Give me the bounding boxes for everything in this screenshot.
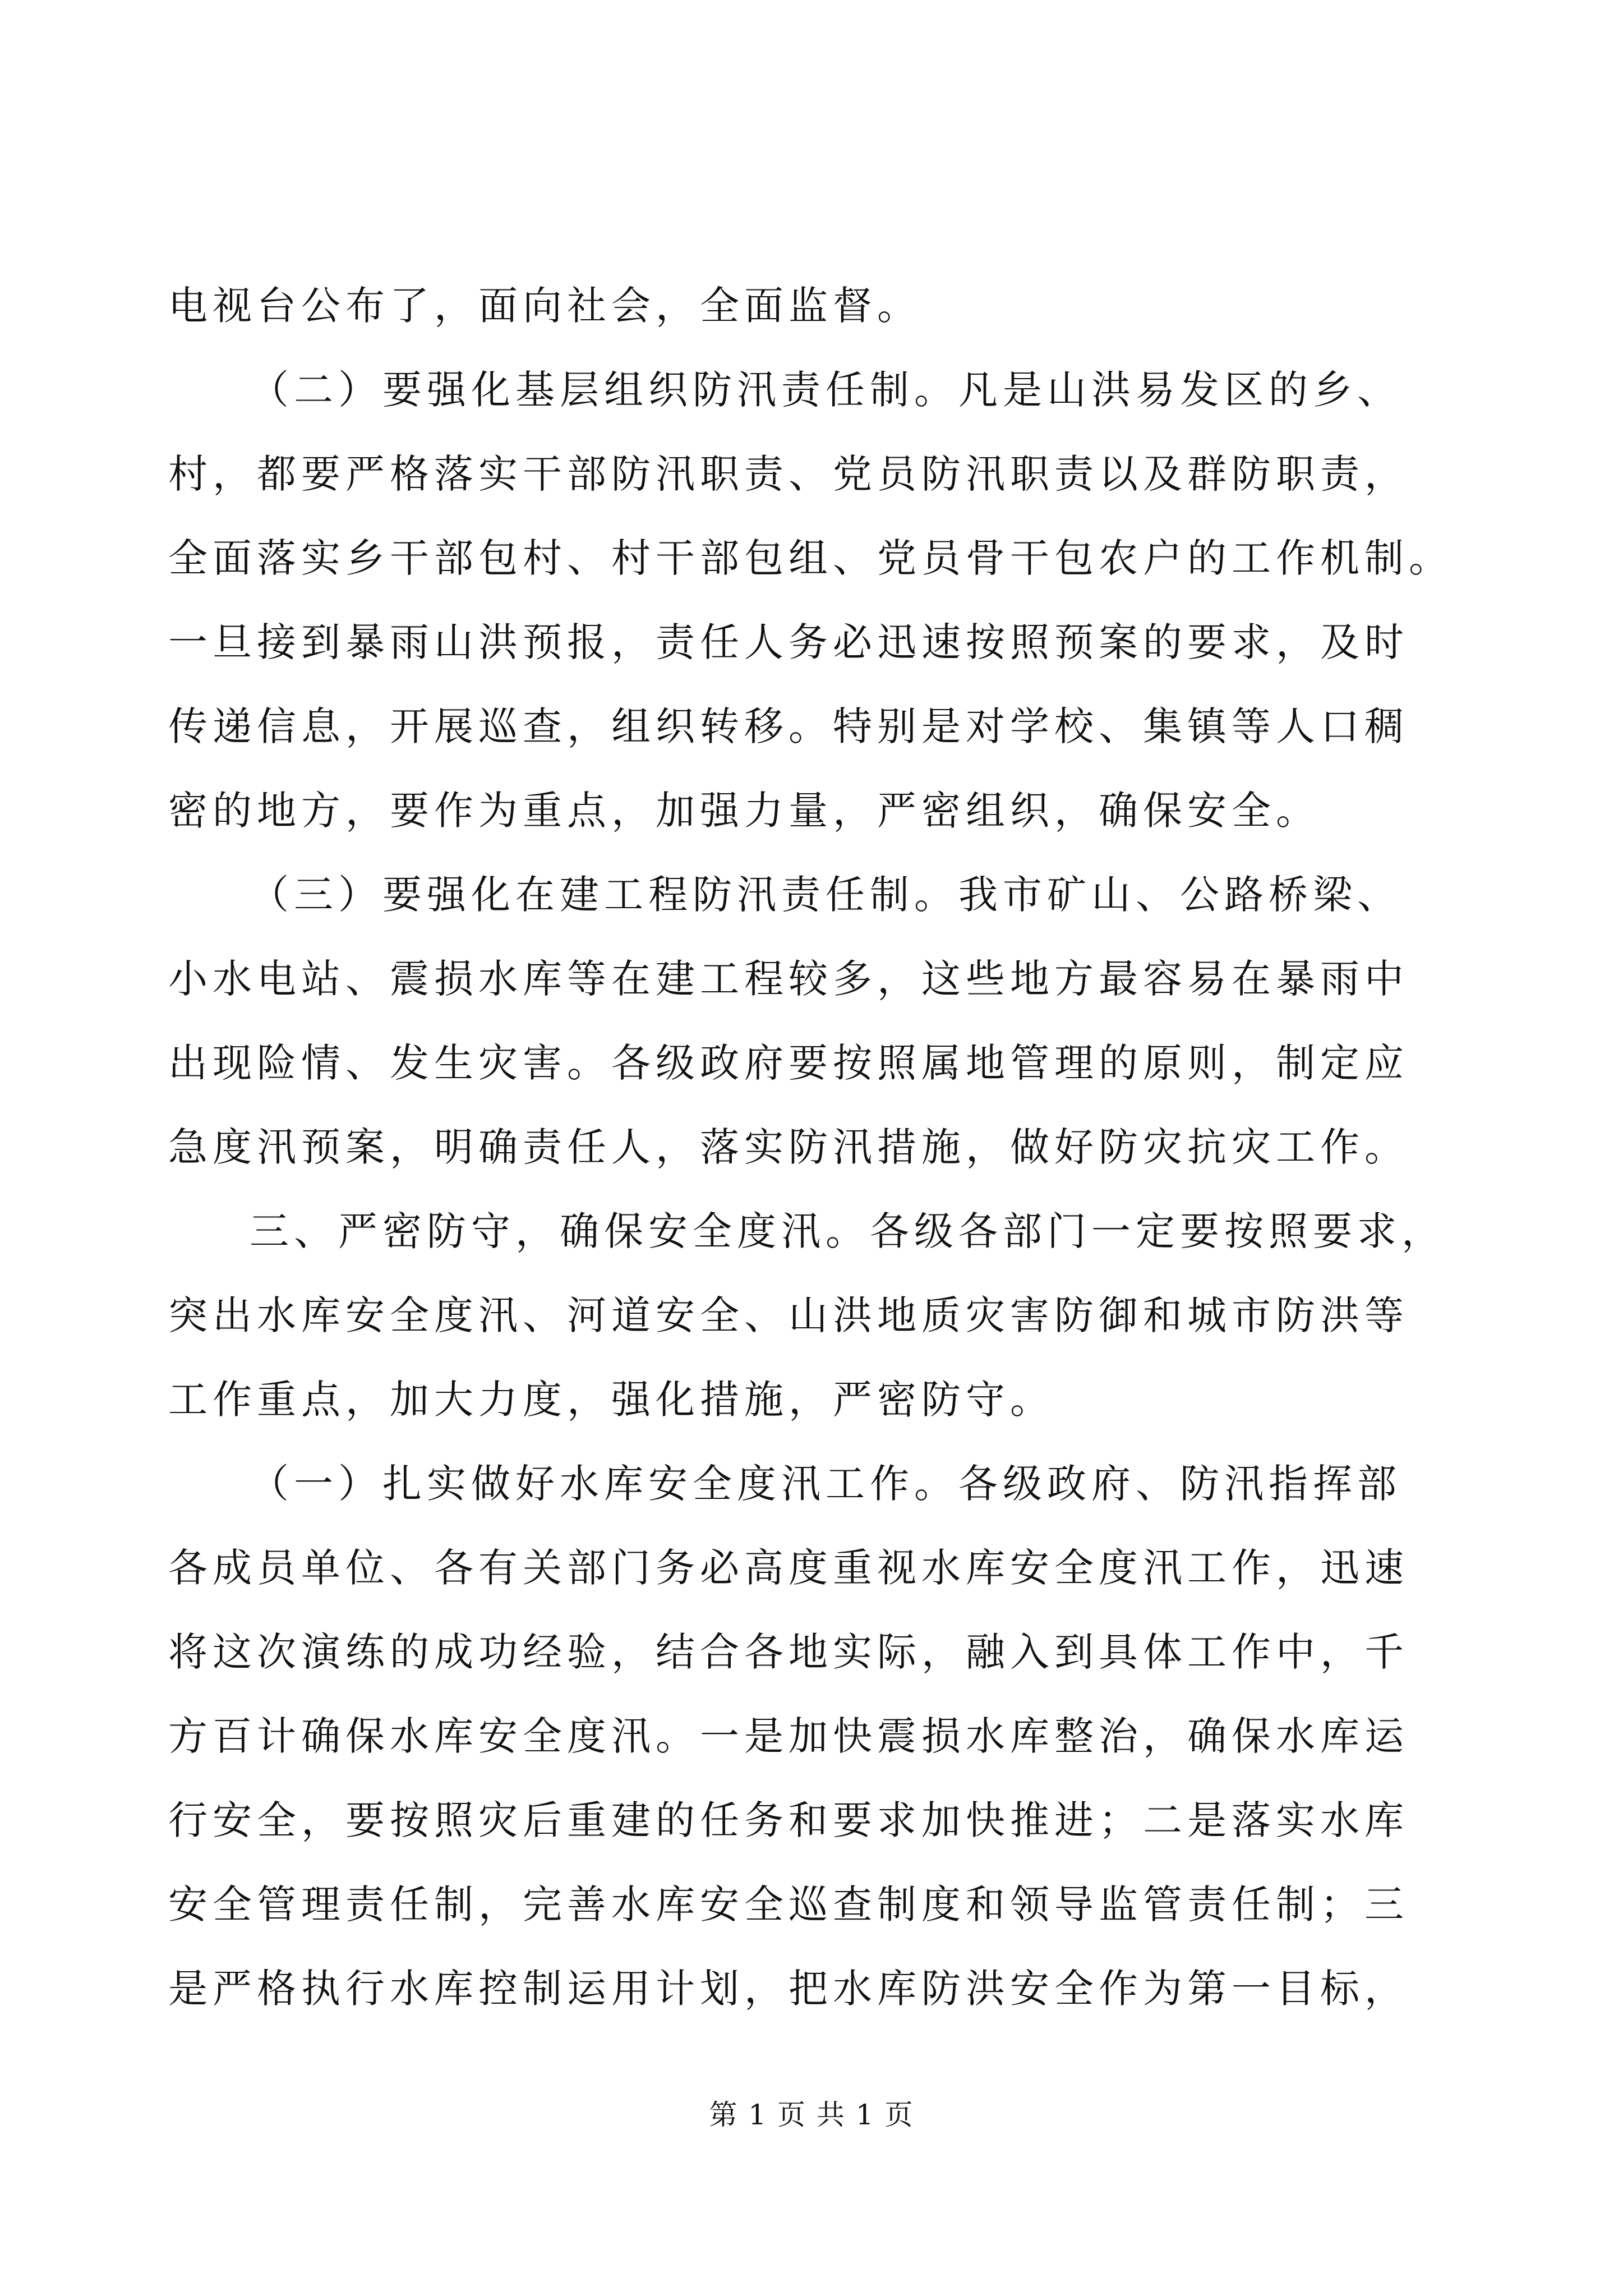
body-line: 行安全，要按照灾后重建的任务和要求加快推进；二是落实水库 — [168, 1797, 1409, 1843]
body-line: 突出水库安全度汛、河道安全、山洪地质灾害防御和城市防洪等 — [168, 1292, 1409, 1338]
body-line: 出现险情、发生灾害。各级政府要按照属地管理的原则，制定应 — [168, 1040, 1409, 1086]
paragraph-first-line: （二）要强化基层组织防汛责任制。凡是山洪易发区的乡、 — [250, 367, 1401, 413]
body-line: 将这次演练的成功经验，结合各地实际，融入到具体工作中，千 — [168, 1629, 1409, 1675]
body-line: 一旦接到暴雨山洪预报，责任人务必迅速按照预案的要求，及时 — [168, 619, 1409, 665]
body-line: 村，都要严格落实干部防汛职责、党员防汛职责以及群防职责， — [168, 451, 1409, 497]
paragraph-first-line: 三、严密防守，确保安全度汛。各级各部门一定要按照要求， — [250, 1208, 1446, 1254]
body-line: 传递信息，开展巡查，组织转移。特别是对学校、集镇等人口稠 — [168, 703, 1409, 749]
body-line: 是严格执行水库控制运用计划，把水库防洪安全作为第一目标， — [168, 1966, 1409, 2012]
paragraph-first-line: （一）扎实做好水库安全度汛工作。各级政府、防汛指挥部 — [250, 1461, 1401, 1507]
body-line: 安全管理责任制，完善水库安全巡查制度和领导监管责任制；三 — [168, 1881, 1409, 1927]
page-footer: 第 1 页 共 1 页 — [709, 2099, 914, 2131]
paragraph-first-line: （三）要强化在建工程防汛责任制。我市矿山、公路桥梁、 — [250, 872, 1401, 918]
body-line: 密的地方，要作为重点，加强力量，严密组织，确保安全。 — [168, 788, 1320, 834]
body-line: 小水电站、震损水库等在建工程较多，这些地方最容易在暴雨中 — [168, 956, 1409, 1002]
body-line: 工作重点，加大力度，强化措施，严密防守。 — [168, 1377, 1054, 1423]
body-line: 方百计确保水库安全度汛。一是加快震损水库整治，确保水库运 — [168, 1713, 1409, 1759]
body-line: 全面落实乡干部包村、村干部包组、党员骨干包农户的工作机制。 — [168, 535, 1453, 581]
body-line: 急度汛预案，明确责任人，落实防汛措施，做好防灾抗灾工作。 — [168, 1124, 1409, 1170]
body-line: 电视台公布了，面向社会，全面监督。 — [168, 283, 921, 329]
body-line: 各成员单位、各有关部门务必高度重视水库安全度汛工作，迅速 — [168, 1545, 1409, 1591]
